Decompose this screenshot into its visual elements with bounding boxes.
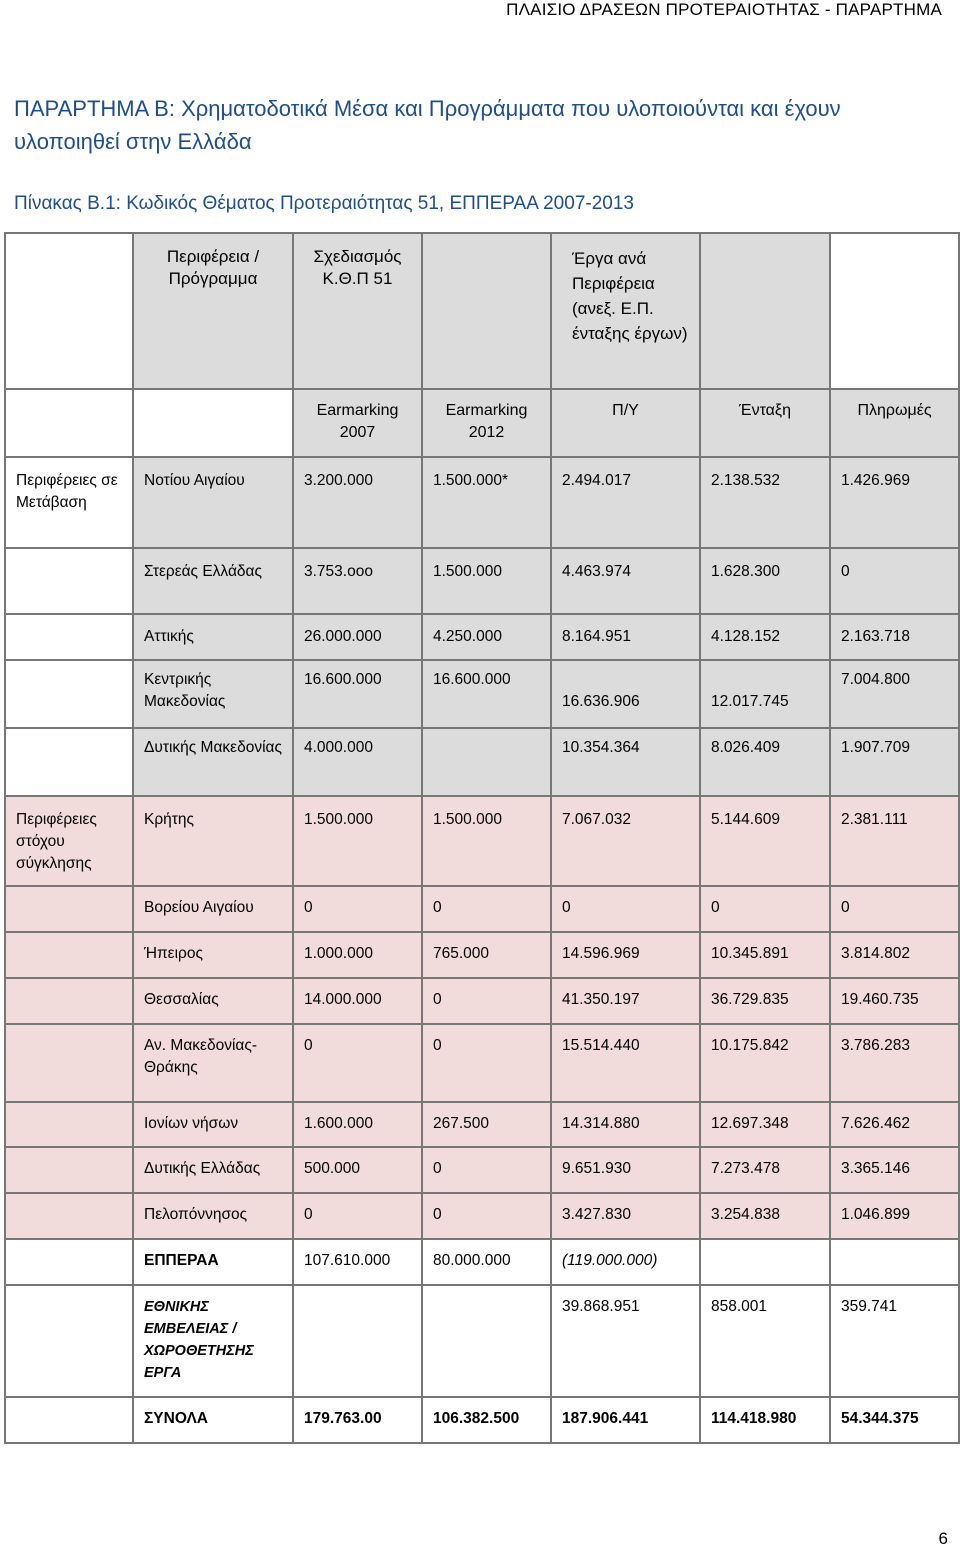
header-spacer-2 <box>700 233 830 389</box>
table-row <box>5 886 959 932</box>
table-row <box>5 978 959 1024</box>
page-heading: ΠΑΡΑΡΤΗΜΑ Β: Χρηματοδοτικά Μέσα και Προγράμματα που υλοποιούνται και έχουν υλοποιηθεί στην Ελλάδα <box>14 96 841 154</box>
group-blank <box>5 1024 133 1102</box>
header-blank <box>5 233 133 389</box>
group-blank <box>5 1397 133 1443</box>
cell-region: Στερεάς Ελλάδας <box>133 548 293 614</box>
ethnikis-row <box>5 1285 959 1397</box>
header-py: Π/Υ <box>551 389 700 457</box>
group-blank <box>5 1239 133 1285</box>
epperaa-label: ΕΠΠΕΡΑΑ <box>133 1239 293 1285</box>
cell-e2012: 1.500.000* <box>422 457 551 548</box>
cell-entaxi: 12.017.745 <box>700 660 830 728</box>
group-transition: Περιφέρειες σε Μετάβαση <box>5 457 133 548</box>
group-blank <box>5 978 133 1024</box>
cell-entaxi: 4.128.152 <box>700 614 830 660</box>
header-earmarking-2012: Earmarking 2012 <box>422 389 551 457</box>
group-blank <box>5 932 133 978</box>
cell-e2012: 1.500.000 <box>422 796 551 886</box>
cell-e2012: 0 <box>422 886 551 932</box>
cell-e2007: 1.500.000 <box>293 796 422 886</box>
group-blank <box>5 1147 133 1193</box>
group-convergence: Περιφέρειες στόχου σύγκλησης <box>5 796 133 886</box>
epperaa-py: (119.000.000) <box>551 1239 700 1285</box>
cell-py: 8.164.951 <box>551 614 700 660</box>
group-blank <box>5 614 133 660</box>
header-row-2 <box>5 389 959 457</box>
cell-entaxi: 36.729.835 <box>700 978 830 1024</box>
cell-empty <box>293 1285 422 1397</box>
cell-entaxi: 10.175.842 <box>700 1024 830 1102</box>
header-planning: Σχεδιασμός Κ.Θ.Π 51 <box>293 233 422 389</box>
cell-e2012: 0 <box>422 1024 551 1102</box>
table-row <box>5 548 959 614</box>
table-row <box>5 728 959 796</box>
cell-region: Πελοπόννησος <box>133 1193 293 1239</box>
cell-e2012: 16.600.000 <box>422 660 551 728</box>
header-spacer <box>422 233 551 389</box>
cell-pliromes: 1.426.969 <box>830 457 959 548</box>
epperaa-row <box>5 1239 959 1285</box>
group-blank <box>5 548 133 614</box>
totals-pliromes: 54.344.375 <box>830 1397 959 1443</box>
cell-pliromes: 2.381.111 <box>830 796 959 886</box>
cell-pliromes: 3.365.146 <box>830 1147 959 1193</box>
cell-e2012: 765.000 <box>422 932 551 978</box>
cell-py: 10.354.364 <box>551 728 700 796</box>
group-blank <box>5 1285 133 1397</box>
cell-e2007: 16.600.000 <box>293 660 422 728</box>
cell-entaxi: 10.345.891 <box>700 932 830 978</box>
cell-py: 2.494.017 <box>551 457 700 548</box>
cell-region: Δυτικής Ελλάδας <box>133 1147 293 1193</box>
cell-entaxi: 1.628.300 <box>700 548 830 614</box>
cell-py: 0 <box>551 886 700 932</box>
cell-e2007: 0 <box>293 886 422 932</box>
header-earmarking-2007: Earmarking 2007 <box>293 389 422 457</box>
cell-py: 14.314.880 <box>551 1102 700 1147</box>
ethnikis-py: 39.868.951 <box>551 1285 700 1397</box>
cell-py: 14.596.969 <box>551 932 700 978</box>
cell-entaxi: 2.138.532 <box>700 457 830 548</box>
cell-e2007: 4.000.000 <box>293 728 422 796</box>
table-row <box>5 796 959 886</box>
cell-region: Δυτικής Μακεδονίας <box>133 728 293 796</box>
table-row <box>5 614 959 660</box>
epperaa-e2007: 107.610.000 <box>293 1239 422 1285</box>
epperaa-e2012: 80.000.000 <box>422 1239 551 1285</box>
cell-e2012: 4.250.000 <box>422 614 551 660</box>
cell-pliromes: 1.046.899 <box>830 1193 959 1239</box>
header2-blank-2 <box>133 389 293 457</box>
cell-pliromes: 2.163.718 <box>830 614 959 660</box>
cell-py: 7.067.032 <box>551 796 700 886</box>
cell-py: 9.651.930 <box>551 1147 700 1193</box>
cell-region: Αττικής <box>133 614 293 660</box>
totals-entaxi: 114.418.980 <box>700 1397 830 1443</box>
cell-e2012: 1.500.000 <box>422 548 551 614</box>
group-blank <box>5 728 133 796</box>
cell-region: Ιονίων νήσων <box>133 1102 293 1147</box>
cell-e2007: 3.753.οοο <box>293 548 422 614</box>
cell-region: Κεντρικής Μακεδονίας <box>133 660 293 728</box>
cell-e2007: 26.000.000 <box>293 614 422 660</box>
cell-py: 41.350.197 <box>551 978 700 1024</box>
running-header: ΠΛΑΙΣΙΟ ΔΡΑΣΕΩΝ ΠΡΟΤΕΡΑΙΟΤΗΤΑΣ - ΠΑΡΑΡΤΗΜΑ <box>506 0 942 19</box>
group-blank <box>5 1193 133 1239</box>
ethnikis-label: ΕΘΝΙΚΗΣ ΕΜΒΕΛΕΙΑΣ /ΧΩΡΟΘΕΤΗΣΗΣ ΕΡΓΑ <box>133 1285 293 1397</box>
cell-region: Θεσσαλίας <box>133 978 293 1024</box>
cell-pliromes: 0 <box>830 548 959 614</box>
totals-e2012: 106.382.500 <box>422 1397 551 1443</box>
cell-e2007: 500.000 <box>293 1147 422 1193</box>
header-row-1 <box>5 233 959 389</box>
cell-e2012: 267.500 <box>422 1102 551 1147</box>
cell-py: 3.427.830 <box>551 1193 700 1239</box>
cell-e2007: 0 <box>293 1193 422 1239</box>
table-row <box>5 660 959 728</box>
header-spacer-3 <box>830 233 959 389</box>
table-caption: Πίνακας Β.1: Κωδικός Θέματος Προτεραιότητας 51, ΕΠΠΕΡΑΑ 2007-2013 <box>14 193 634 214</box>
totals-e2007: 179.763.00 <box>293 1397 422 1443</box>
table-row <box>5 932 959 978</box>
cell-empty <box>830 1239 959 1285</box>
table-row <box>5 1147 959 1193</box>
cell-e2012: 0 <box>422 1147 551 1193</box>
cell-pliromes: 19.460.735 <box>830 978 959 1024</box>
cell-py: 15.514.440 <box>551 1024 700 1102</box>
cell-e2007: 1.000.000 <box>293 932 422 978</box>
cell-e2007: 3.200.000 <box>293 457 422 548</box>
cell-e2012: 0 <box>422 978 551 1024</box>
header2-blank <box>5 389 133 457</box>
cell-pliromes: 3.786.283 <box>830 1024 959 1102</box>
cell-e2012: 0 <box>422 1193 551 1239</box>
cell-e2007: 14.000.000 <box>293 978 422 1024</box>
cell-entaxi: 3.254.838 <box>700 1193 830 1239</box>
group-blank <box>5 1102 133 1147</box>
cell-py: 16.636.906 <box>551 660 700 728</box>
cell-empty <box>422 1285 551 1397</box>
totals-row <box>5 1397 959 1443</box>
page-number: 6 <box>938 1529 948 1548</box>
header-entaxi: Ένταξη <box>700 389 830 457</box>
cell-entaxi: 7.273.478 <box>700 1147 830 1193</box>
cell-empty <box>700 1239 830 1285</box>
header-projects: Έργα ανά Περιφέρεια (ανεξ. Ε.Π. ένταξης έργων) <box>551 233 700 389</box>
table-row <box>5 457 959 548</box>
cell-region: Κρήτης <box>133 796 293 886</box>
cell-entaxi: 12.697.348 <box>700 1102 830 1147</box>
group-blank <box>5 886 133 932</box>
totals-label: ΣΥΝΟΛΑ <box>133 1397 293 1443</box>
table-row <box>5 1193 959 1239</box>
cell-region: Βορείου Αιγαίου <box>133 886 293 932</box>
header-region-program: Περιφέρεια / Πρόγραμμα <box>133 233 293 389</box>
cell-e2007: 1.600.000 <box>293 1102 422 1147</box>
cell-pliromes: 3.814.802 <box>830 932 959 978</box>
cell-region: Νοτίου Αιγαίου <box>133 457 293 548</box>
cell-e2012 <box>422 728 551 796</box>
cell-region: Αν. Μακεδονίας-Θράκης <box>133 1024 293 1102</box>
ethnikis-pliromes: 359.741 <box>830 1285 959 1397</box>
cell-e2007: 0 <box>293 1024 422 1102</box>
funding-table <box>4 232 960 1444</box>
cell-py: 4.463.974 <box>551 548 700 614</box>
cell-pliromes: 7.626.462 <box>830 1102 959 1147</box>
table-row <box>5 1102 959 1147</box>
header-pliromes: Πληρωμές <box>830 389 959 457</box>
cell-pliromes: 7.004.800 <box>830 660 959 728</box>
totals-py: 187.906.441 <box>551 1397 700 1443</box>
cell-entaxi: 5.144.609 <box>700 796 830 886</box>
cell-region: Ήπειρος <box>133 932 293 978</box>
table-row <box>5 1024 959 1102</box>
cell-pliromes: 0 <box>830 886 959 932</box>
ethnikis-entaxi: 858.001 <box>700 1285 830 1397</box>
cell-entaxi: 8.026.409 <box>700 728 830 796</box>
group-blank <box>5 660 133 728</box>
cell-pliromes: 1.907.709 <box>830 728 959 796</box>
cell-entaxi: 0 <box>700 886 830 932</box>
